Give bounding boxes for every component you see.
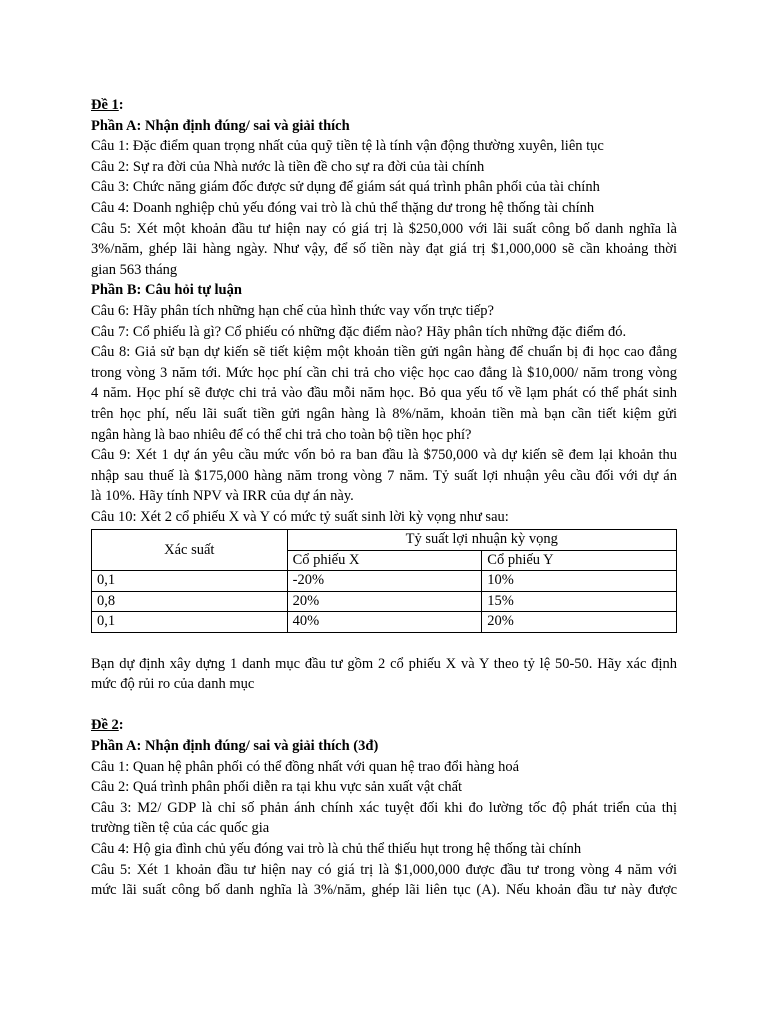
exam-1-portfolio-line-2: mức độ rủi ro của danh mục (91, 676, 255, 693)
exam-1-question-5 (91, 219, 677, 281)
exam-1-question-8-line-3: 4 năm. Học phí sẽ được chi trả vào đầu mỗi năm học. Bỏ qua yếu tố về lạm phát có thể phát sinh (91, 385, 677, 402)
exam-1-question-5-line-3: gian 563 tháng (91, 261, 178, 278)
exam-1-question-6: Câu 6: Hãy phân tích những hạn chế của hình thức vay vốn trực tiếp? (91, 302, 494, 319)
exam-1-question-1: Câu 1: Đặc điểm quan trọng nhất của quỹ tiền tệ là tính vận động thường xuyên, liên tục (91, 138, 604, 155)
table-cell-probability: 0,1 (92, 612, 288, 633)
exam-1-heading-colon: : (118, 97, 124, 113)
exam-1-question-3: Câu 3: Chức năng giám đốc được sử dụng để giám sát quá trình phân phối của tài chính (91, 179, 600, 196)
table-header-stock-x: Cổ phiếu X (287, 550, 482, 571)
table-cell-stock-x: 40% (287, 612, 482, 633)
exam-1-question-5-line-2: 3%/năm, ghép lãi hàng ngày. Như vậy, để số tiền này đạt giá trị $1,000,000 sẽ cần khoảng thời (91, 241, 677, 258)
expected-return-table (91, 529, 677, 633)
exam-2-question-3 (91, 798, 677, 839)
exam-1-question-8-line-5: ngân hàng là bao nhiêu để có thể chi trả cho toàn bộ tiền học phí? (91, 426, 472, 443)
exam-1-question-9 (91, 445, 677, 507)
exam-1-portfolio-question (91, 654, 677, 695)
exam-2-question-1: Câu 1: Quan hệ phân phối có thể đồng nhất với quan hệ trao đổi hàng hoá (91, 758, 520, 775)
exam-2-part-a-title: Phần A: Nhận định đúng/ sai và giải thích (3đ) (91, 737, 379, 754)
table-header-probability: Xác suất (92, 530, 288, 571)
exam-1-heading (91, 95, 677, 116)
exam-2-question-3-line-1: Câu 3: M2/ GDP là chỉ số phản ánh chính xác tuyệt đối khi đo lường tốc độ phát triển của thị (91, 799, 677, 816)
exam-2-question-2: Câu 2: Quá trình phân phối diễn ra tại khu vực sản xuất vật chất (91, 779, 463, 796)
exam-1-question-9-line-1: Câu 9: Xét 1 dự án yêu cầu mức vốn bỏ ra ban đầu là $750,000 và dự kiến sẽ đem lại khoản thu (91, 447, 677, 464)
exam-1-portfolio-line-1: Bạn dự định xây dựng 1 danh mục đầu tư gồm 2 cổ phiếu X và Y theo tỷ lệ 50-50. Hãy xác định (91, 655, 677, 672)
exam-1-question-5-line-1: Câu 5: Xét một khoản đầu tư hiện nay có giá trị là $250,000 với lãi suất công bố danh nghĩa là (91, 220, 677, 237)
exam-1-question-2: Câu 2: Sự ra đời của Nhà nước là tiền đề cho sự ra đời của tài chính (91, 158, 485, 175)
exam-1-question-8-line-1: Câu 8: Giả sử bạn dự kiến sẽ tiết kiệm một khoản tiền gửi ngân hàng để chuẩn bị đi học cao đẳng (91, 344, 677, 361)
exam-2-question-5 (91, 860, 677, 901)
exam-2-question-5-line-2: mức lãi suất công bố danh nghĩa là 3%/năm, ghép lãi liên tục (A). Nếu khoản đầu tư này được (91, 882, 677, 899)
exam-2-question-5-line-1: Câu 5: Xét 1 khoản đầu tư hiện nay có giá trị là $1,000,000 được đầu tư trong vòng 4 năm với (91, 861, 677, 878)
table-row (92, 591, 677, 612)
exam-1-question-10: Câu 10: Xét 2 cổ phiếu X và Y có mức tỷ suất sinh lời kỳ vọng như sau: (91, 508, 509, 525)
table-cell-stock-y: 20% (482, 612, 677, 633)
table-cell-probability: 0,8 (92, 591, 288, 612)
document-page (91, 95, 677, 901)
exam-1-question-8-line-2: trong vòng 3 năm tới. Mức học phí cần chi trả cho việc học cao đẳng là $10,000/ năm trong vòng (91, 364, 677, 381)
exam-1-part-a-title: Phần A: Nhận định đúng/ sai và giải thích (91, 117, 350, 134)
exam-2-question-4: Câu 4: Hộ gia đình chủ yếu đóng vai trò là chủ thể thiếu hụt trong hệ thống tài chính (91, 840, 582, 857)
exam-1-part-b-title: Phần B: Câu hỏi tự luận (91, 282, 242, 299)
exam-1-heading-label: Đề 1 (91, 97, 119, 113)
table-header-expected-return: Tỷ suất lợi nhuận kỳ vọng (287, 530, 676, 551)
exam-1-question-4: Câu 4: Doanh nghiệp chủ yếu đóng vai trò là chủ thể thặng dư trong hệ thống tài chính (91, 199, 595, 216)
table-row (92, 612, 677, 633)
table-cell-probability: 0,1 (92, 571, 288, 592)
exam-1-question-8-line-4: trên học phí, nếu lãi suất tiền gửi ngân hàng là 8%/năm, khoản tiền mà bạn cần tiết kiệm gửi (91, 405, 677, 422)
exam-2-question-3-line-2: trường tiền tệ của các quốc gia (91, 820, 270, 837)
exam-2-heading-label: Đề 2 (91, 717, 119, 734)
table-cell-stock-y: 10% (482, 571, 677, 592)
exam-1-question-8 (91, 342, 677, 445)
exam-2-heading (91, 715, 677, 736)
exam-1-question-9-line-2: nhập sau thuế là $175,000 hàng năm trong vòng 7 năm. Tỷ suất lợi nhuận yêu cầu đối với dự án (91, 467, 677, 484)
exam-2-heading-colon: : (118, 717, 124, 734)
exam-1-question-9-line-3: là 10%. Hãy tính NPV và IRR của dự án này. (91, 488, 354, 505)
table-cell-stock-x: 20% (287, 591, 482, 612)
table-cell-stock-x: -20% (287, 571, 482, 592)
table-row (92, 571, 677, 592)
spacer (91, 695, 677, 716)
table-cell-stock-y: 15% (482, 591, 677, 612)
spacer (91, 633, 677, 654)
table-header-stock-y: Cổ phiếu Y (482, 550, 677, 571)
table-header-row (92, 530, 677, 551)
exam-1-question-7: Câu 7: Cổ phiếu là gì? Cổ phiếu có những đặc điểm nào? Hãy phân tích những đặc điểm đó. (91, 323, 627, 340)
